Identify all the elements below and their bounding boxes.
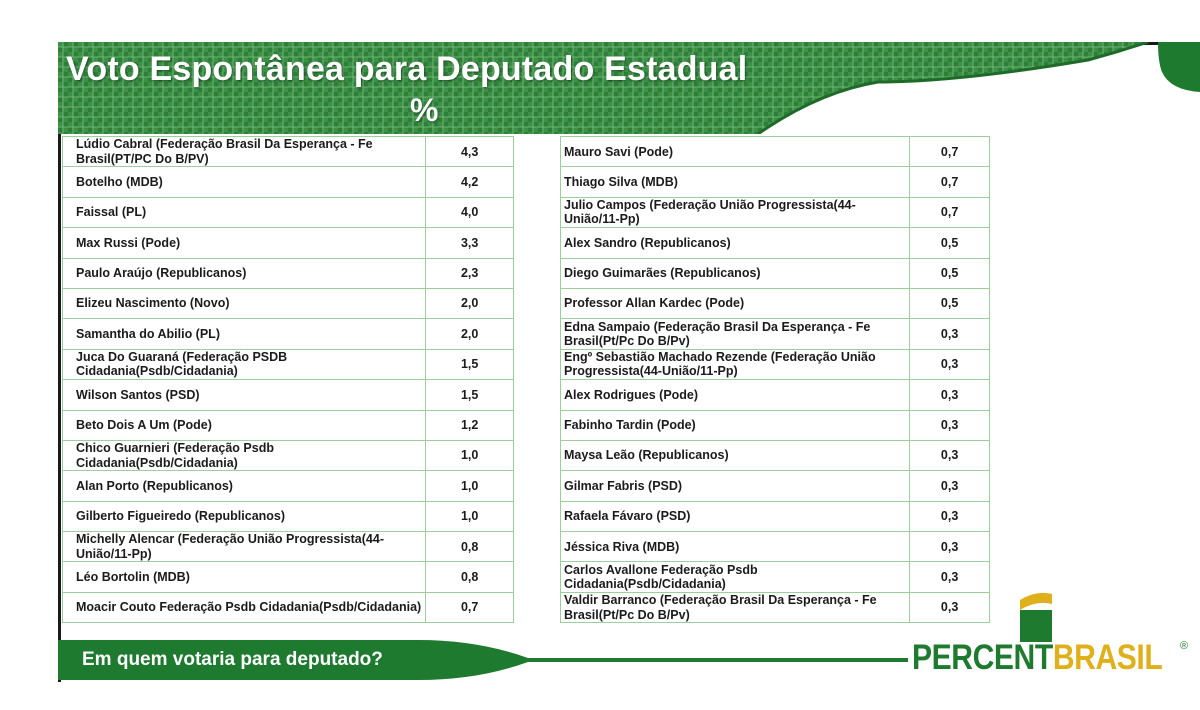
candidate-name: Engº Sebastião Machado Rezende (Federação União Progressista(44-União/11-Pp) <box>561 349 910 379</box>
candidate-name: Julio Campos (Federação União Progressista(44-União/11-Pp) <box>561 197 910 227</box>
vote-percentage: 0,3 <box>910 532 990 562</box>
vote-percentage: 4,2 <box>426 167 514 197</box>
corner-accent <box>1150 42 1200 92</box>
candidate-name: Alex Rodrigues (Pode) <box>561 380 910 410</box>
candidate-name: Botelho (MDB) <box>63 167 426 197</box>
table-row <box>63 288 514 318</box>
table-row <box>63 349 514 379</box>
vote-percentage: 0,5 <box>910 288 990 318</box>
candidate-name: Wilson Santos (PSD) <box>63 380 426 410</box>
candidate-name: Valdir Barranco (Federação Brasil Da Esperança - Fe Brasil(Pt/Pc Do B/Pv) <box>561 592 910 622</box>
candidate-name: Juca Do Guaraná (Federação PSDB Cidadania(Psdb/Cidadania) <box>63 349 426 379</box>
table-row <box>63 592 514 622</box>
vote-percentage: 1,5 <box>426 380 514 410</box>
candidate-name: Rafaela Fávaro (PSD) <box>561 501 910 531</box>
candidate-name: Professor Allan Kardec (Pode) <box>561 288 910 318</box>
vote-percentage: 1,5 <box>426 349 514 379</box>
table-row <box>561 410 990 440</box>
footer-question: Em quem votaria para deputado? <box>82 649 383 670</box>
candidate-name: Michelly Alencar (Federação União Progressista(44-União/11-Pp) <box>63 532 426 562</box>
vote-percentage: 0,3 <box>910 501 990 531</box>
candidate-name: Moacir Couto Federação Psdb Cidadania(Psdb/Cidadania) <box>63 592 426 622</box>
vote-percentage: 3,3 <box>426 228 514 258</box>
vote-percentage: 0,3 <box>910 319 990 349</box>
candidate-name: Max Russi (Pode) <box>63 228 426 258</box>
vote-percentage: 0,3 <box>910 471 990 501</box>
table-row <box>63 319 514 349</box>
candidate-name: Faissal (PL) <box>63 197 426 227</box>
candidate-name: Maysa Leão (Republicanos) <box>561 440 910 470</box>
candidate-name: Edna Sampaio (Federação Brasil Da Esperança - Fe Brasil(Pt/Pc Do B/Pv) <box>561 319 910 349</box>
table-row <box>63 258 514 288</box>
results-table-left <box>62 136 514 623</box>
vote-percentage: 1,0 <box>426 471 514 501</box>
vote-percentage: 0,3 <box>910 349 990 379</box>
vote-percentage: 0,8 <box>426 532 514 562</box>
table-row <box>561 197 990 227</box>
vote-percentage: 2,0 <box>426 319 514 349</box>
vote-percentage: 4,3 <box>426 137 514 167</box>
candidate-name: Thiago Silva (MDB) <box>561 167 910 197</box>
page-title: Voto Espontânea para Deputado Estadual <box>66 50 748 88</box>
candidate-name: Jéssica Riva (MDB) <box>561 532 910 562</box>
vote-percentage: 2,3 <box>426 258 514 288</box>
vote-percentage: 0,7 <box>910 137 990 167</box>
table-row <box>63 440 514 470</box>
candidate-name: Alan Porto (Republicanos) <box>63 471 426 501</box>
candidate-name: Samantha do Abilio (PL) <box>63 319 426 349</box>
vote-percentage: 2,0 <box>426 288 514 318</box>
table-row <box>561 349 990 379</box>
table-row <box>63 532 514 562</box>
table-row <box>63 380 514 410</box>
table-row <box>63 471 514 501</box>
vote-percentage: 0,8 <box>426 562 514 592</box>
table-row <box>561 380 990 410</box>
vote-percentage: 0,3 <box>910 410 990 440</box>
table-row <box>561 501 990 531</box>
percent-unit-label: % <box>410 92 439 128</box>
table-row <box>561 228 990 258</box>
candidate-name: Alex Sandro (Republicanos) <box>561 228 910 258</box>
vote-percentage: 0,7 <box>910 197 990 227</box>
vote-percentage: 0,7 <box>910 167 990 197</box>
table-row <box>561 288 990 318</box>
table-row <box>561 592 990 622</box>
candidate-name: Chico Guarnieri (Federação Psdb Cidadania(Psdb/Cidadania) <box>63 440 426 470</box>
vote-percentage: 0,3 <box>910 440 990 470</box>
table-row <box>63 137 514 167</box>
candidate-name: Gilmar Fabris (PSD) <box>561 471 910 501</box>
table-row <box>561 319 990 349</box>
table-row <box>561 440 990 470</box>
vote-percentage: 0,5 <box>910 258 990 288</box>
candidate-name: Fabinho Tardin (Pode) <box>561 410 910 440</box>
vote-percentage: 4,0 <box>426 197 514 227</box>
candidate-name: Carlos Avallone Federação Psdb Cidadania(Psdb/Cidadania) <box>561 562 910 592</box>
candidate-name: Beto Dois A Um (Pode) <box>63 410 426 440</box>
candidate-name: Léo Bortolin (MDB) <box>63 562 426 592</box>
candidate-name: Mauro Savi (Pode) <box>561 137 910 167</box>
table-row <box>63 562 514 592</box>
candidate-name: Diego Guimarães (Republicanos) <box>561 258 910 288</box>
vote-percentage: 0,3 <box>910 562 990 592</box>
table-row <box>561 532 990 562</box>
registered-mark: ® <box>1180 640 1189 652</box>
table-row <box>561 258 990 288</box>
candidate-name: Lúdio Cabral (Federação Brasil Da Esperança - Fe Brasil(PT/PC Do B/PV) <box>63 137 426 167</box>
vote-percentage: 1,0 <box>426 440 514 470</box>
table-row <box>561 562 990 592</box>
results-table-right <box>560 136 990 623</box>
vote-percentage: 0,3 <box>910 380 990 410</box>
candidate-name: Elizeu Nascimento (Novo) <box>63 288 426 318</box>
vote-percentage: 1,2 <box>426 410 514 440</box>
table-row <box>63 167 514 197</box>
vote-percentage: 0,3 <box>910 592 990 622</box>
table-row <box>561 137 990 167</box>
table-row <box>561 167 990 197</box>
logo-mark-icon <box>1018 590 1054 642</box>
logo-part-percent: PERCENT <box>912 638 1053 677</box>
vote-percentage: 0,5 <box>910 228 990 258</box>
candidate-name: Gilberto Figueiredo (Republicanos) <box>63 501 426 531</box>
vote-percentage: 1,0 <box>426 501 514 531</box>
table-row <box>63 501 514 531</box>
vote-percentage: 0,7 <box>426 592 514 622</box>
table-row <box>63 197 514 227</box>
brand-logo <box>912 638 1162 678</box>
candidate-name: Paulo Araújo (Republicanos) <box>63 258 426 288</box>
logo-part-brasil: BRASIL <box>1052 638 1163 677</box>
table-row <box>63 228 514 258</box>
table-row <box>561 471 990 501</box>
table-row <box>63 410 514 440</box>
